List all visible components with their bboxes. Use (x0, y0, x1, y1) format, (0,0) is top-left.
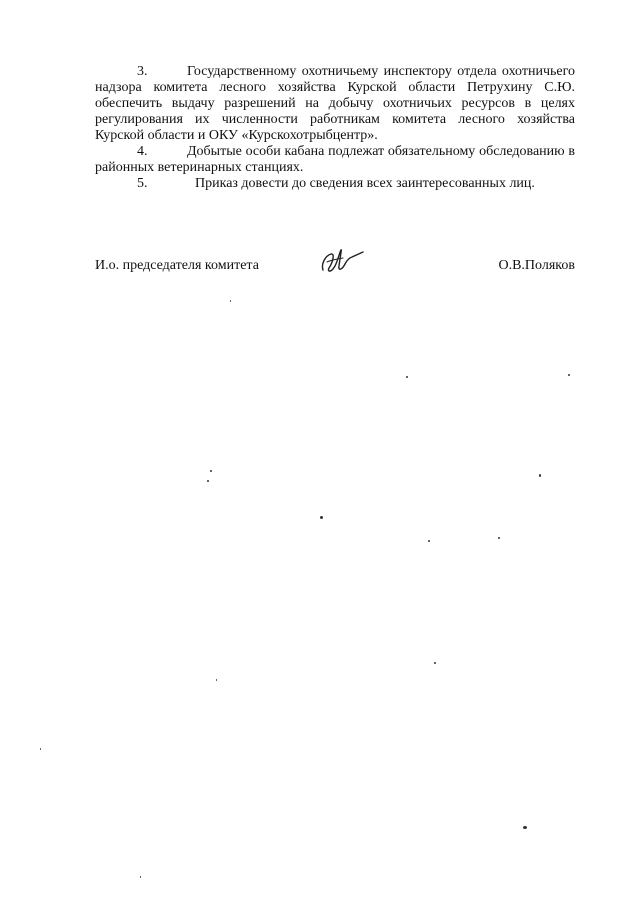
scan-speck (428, 540, 430, 542)
signature-block (95, 258, 575, 288)
scan-speck (406, 376, 408, 378)
scan-speck (539, 474, 541, 477)
item-text: Приказ довести до сведения всех заинтересованных лиц. (195, 176, 535, 191)
list-item-4 (95, 144, 575, 176)
scan-speck (498, 537, 500, 539)
item-number: 4. (137, 144, 148, 159)
scan-speck (207, 480, 209, 482)
scan-speck (320, 516, 323, 519)
item-number: 5. (137, 176, 148, 191)
item-number: 3. (137, 64, 148, 79)
scan-speck (210, 470, 212, 472)
item-text: Добытые особи кабана подлежат обязательному обследованию в районных ветеринарных станциях. (95, 144, 575, 175)
scan-speck (523, 826, 527, 829)
scan-speck (434, 662, 436, 664)
list-item-5 (95, 176, 575, 192)
item-text: Государственному охотничьему инспектору отдела охотничьего надзора комитета лесного хозяйства Курской области Петрухину С.Ю. обеспечить выдачу разрешений на добычу охотничьих ресурсов в целях регулирования их численности работникам комитета лесного хозяйства Курской области и ОКУ «Курскохотрыбцентр». (95, 64, 575, 143)
scan-speck (568, 374, 570, 376)
scan-speck (216, 679, 217, 681)
scan-speck (230, 300, 231, 302)
signatory-name: О.В.Поляков (498, 258, 575, 273)
document-body (95, 64, 575, 192)
signatory-title: И.о. председателя комитета (95, 258, 259, 273)
scan-speck (140, 876, 141, 878)
list-item-3 (95, 64, 575, 144)
handwritten-signature-icon (317, 240, 367, 280)
scan-speck (40, 748, 41, 750)
